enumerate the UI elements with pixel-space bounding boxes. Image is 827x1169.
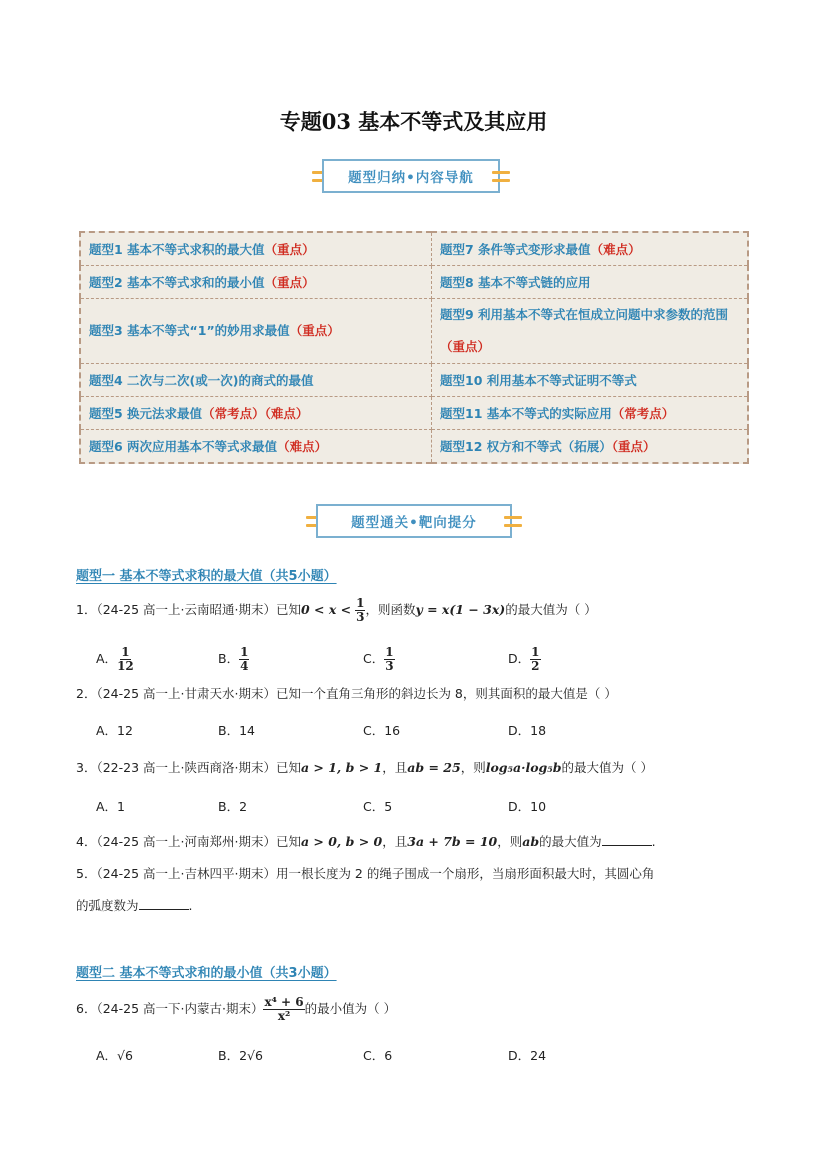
question-2: 2．（24-25 高一上·甘肃天水·期末）已知一个直角三角形的斜边长为 8，则其面积的最大值是（ ）	[76, 686, 617, 701]
fraction: $\frac{1}{3}$	[356, 596, 365, 624]
option-d[interactable]: D．10	[508, 799, 547, 814]
option-b[interactable]: B．14	[218, 723, 255, 738]
nav-cell[interactable]: 题型1 基本不等式求积的最大值（重点）	[80, 232, 432, 266]
option-a[interactable]: A．12	[96, 723, 133, 738]
table-row	[80, 430, 748, 464]
banner-label: 题型归纳•内容导航	[322, 159, 500, 193]
page-title: 专题03 基本不等式及其应用	[279, 109, 548, 134]
table-row	[80, 397, 748, 430]
section-heading-2[interactable]: 题型二 基本不等式求和的最小值（共3小题）	[76, 966, 337, 981]
fraction: $\frac{\text{x⁴ + 6}}{\text{x²}}$	[264, 995, 304, 1023]
question-6: 6．（24-25 高一下·内蒙古·期末） $\frac{\text{x⁴ + 6}}{\text{x²}}$ 的最小值为（ ）	[76, 995, 397, 1023]
nav-cell[interactable]: 题型3 基本不等式“1”的妙用求最值（重点）	[80, 299, 432, 364]
option-c[interactable]: C．5	[363, 799, 393, 814]
banner-decoration-right	[504, 504, 522, 538]
question-5-line-1: 5．（24-25 高一上·吉林四平·期末）用一根长度为 2 的绳子围成一个扇形，当扇形面积最大时，其圆心角	[76, 866, 655, 881]
nav-cell[interactable]: 题型8 基本不等式链的应用	[432, 266, 749, 299]
question-5-line-2: 的弧度数为 .	[76, 898, 193, 913]
table-row	[80, 232, 748, 266]
section-banner-nav	[312, 158, 510, 194]
option-b[interactable]: B．2	[218, 799, 248, 814]
table-row	[80, 299, 748, 364]
question-3: 3．（22-23 高一上·陕西商洛·期末）已知a > 1, b > 1，且ab = 25，则log₅a·log₅b的最大值为（ ）	[76, 760, 653, 775]
nav-cell[interactable]: 题型7 条件等式变形求最值（难点）	[432, 232, 749, 266]
option-b[interactable]: B． $\frac{1}{4}$	[218, 645, 249, 673]
banner-decoration-right	[492, 159, 510, 193]
option-a[interactable]: A． $\frac{1}{12}$	[96, 645, 134, 673]
nav-cell[interactable]: 题型5 换元法求最值（常考点）（难点）	[80, 397, 432, 430]
option-d[interactable]: D．18	[508, 723, 547, 738]
option-d[interactable]: D．24	[508, 1048, 547, 1063]
option-b[interactable]: B．2√6	[218, 1048, 263, 1063]
question-4: 4．（24-25 高一上·河南郑州·期末）已知a > 0, b > 0，且3a + 7b = 10，则ab的最大值为 .	[76, 834, 656, 849]
answer-blank[interactable]	[602, 833, 652, 846]
nav-cell[interactable]: 题型6 两次应用基本不等式求最值（难点）	[80, 430, 432, 464]
table-row	[80, 364, 748, 397]
option-d[interactable]: D． $\frac{1}{2}$	[508, 645, 540, 673]
nav-cell[interactable]: 题型9 利用基本不等式在恒成立问题中求参数的范围（重点）	[432, 299, 749, 364]
nav-cell[interactable]: 题型11 基本不等式的实际应用（常考点）	[432, 397, 749, 430]
nav-cell[interactable]: 题型4 二次与二次(或一次)的商式的最值	[80, 364, 432, 397]
nav-cell[interactable]: 题型10 利用基本不等式证明不等式	[432, 364, 749, 397]
section-banner-practice	[306, 503, 522, 539]
section-heading-1[interactable]: 题型一 基本不等式求积的最大值（共5小题）	[76, 569, 337, 584]
option-a[interactable]: A．√6	[96, 1048, 133, 1063]
topic-navigation-table	[79, 231, 749, 464]
answer-blank[interactable]	[139, 897, 189, 910]
nav-cell[interactable]: 题型12 权方和不等式（拓展）（重点）	[432, 430, 749, 464]
table-row	[80, 266, 748, 299]
option-a[interactable]: A．1	[96, 799, 126, 814]
nav-cell[interactable]: 题型2 基本不等式求和的最小值（重点）	[80, 266, 432, 299]
option-c[interactable]: C． $\frac{1}{3}$	[363, 645, 394, 673]
option-c[interactable]: C．16	[363, 723, 401, 738]
option-c[interactable]: C．6	[363, 1048, 393, 1063]
question-1: 1．（24-25 高一上·云南昭通·期末）已知0 < x < $\frac{1}{3}$ ，则函数y = x(1 − 3x)的最大值为（ ）	[76, 596, 597, 624]
banner-label: 题型通关•靶向提分	[316, 504, 512, 538]
